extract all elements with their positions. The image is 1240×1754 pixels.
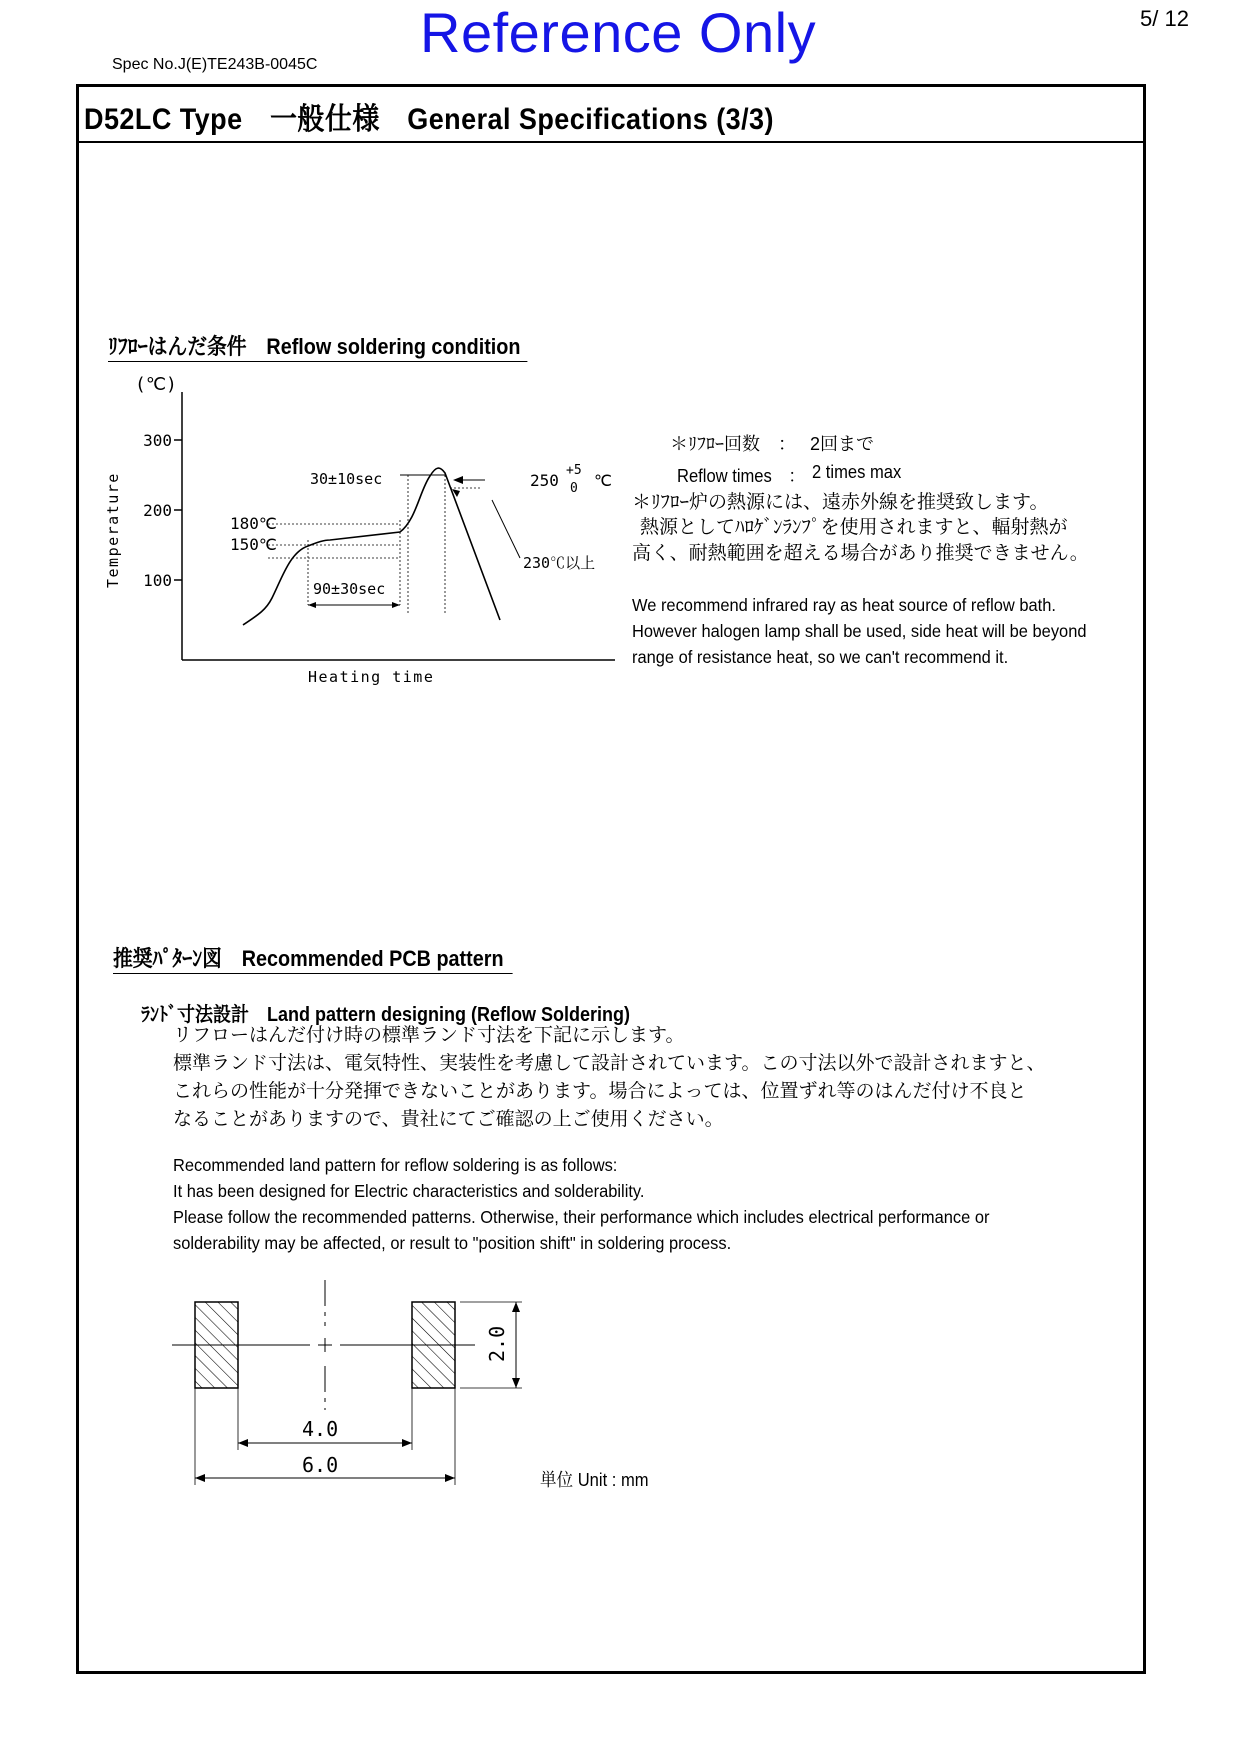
y-tick-300: 300 — [143, 431, 172, 450]
preheat-arrowhead-left — [308, 602, 316, 608]
temperature-unit-label: (℃) — [135, 374, 177, 395]
heat-source-note-en-3: range of resistance heat, so we can't recommend it. — [632, 647, 1009, 667]
above-230-label: 230℃以上 — [523, 554, 596, 572]
reflow-profile-curve — [243, 468, 500, 625]
land-note-en-1: Recommended land pattern for reflow soldering is as follows: — [173, 1155, 618, 1175]
inner-dimension-label: 4.0 — [302, 1417, 339, 1441]
land-note-jp-1: リフローはんだ付け時の標準ランド寸法を下記に示します。 — [173, 1025, 685, 1046]
heat-source-note-jp-2: 熱源としてﾊﾛｹﾞﾝﾗﾝﾌﾟを使用されますと、輻射熱が — [640, 517, 1068, 538]
heat-source-note-jp-3: 高く、耐熱範囲を超える場合があり推奨できません。 — [632, 543, 1089, 564]
peak-temp-unit: ℃ — [594, 471, 612, 490]
reflow-profile-chart — [100, 370, 620, 710]
reference-only-watermark: Reference Only — [420, 1, 817, 64]
outer-dimension-label: 6.0 — [302, 1453, 339, 1477]
above-230-pointer — [492, 500, 520, 558]
x-axis-label: Heating time — [308, 668, 435, 686]
land-pattern-drawing — [160, 1270, 540, 1500]
peak-arrowhead — [453, 476, 463, 484]
preheat-arrowhead-right — [392, 602, 400, 608]
outer-arrowhead-left — [195, 1474, 205, 1482]
peak-time-label: 30±10sec — [310, 470, 383, 488]
preheat-time-label: 90±30sec — [313, 580, 386, 598]
land-note-jp-3: これらの性能が十分発揮できないことがあります。場合によっては、位置ずれ等のはんだ付け不良と — [173, 1081, 1027, 1102]
peak-temp-label: 250 — [530, 471, 559, 490]
heat-source-note-en-2: However halogen lamp shall be used, side heat will be beyond — [632, 621, 1087, 641]
peak-tolerance-minus: 0 — [570, 481, 578, 496]
height-dimension-label: 2.0 — [485, 1325, 509, 1362]
height-arrowhead-top — [512, 1302, 520, 1312]
y-tick-200: 200 — [143, 501, 172, 520]
heat-source-note-en-1: We recommend infrared ray as heat source of reflow bath. — [632, 595, 1056, 615]
reflow-times-jp-label: ＊ﾘﾌﾛｰ回数 ： — [670, 434, 796, 454]
page-number: 5/ 12 — [1140, 6, 1189, 31]
temp-180-label: 180℃ — [230, 514, 277, 533]
reflow-times-en-value: 2 times max — [812, 462, 902, 482]
page-title: D52LC Type 一般仕様 General Specifications (3/3) — [84, 103, 774, 136]
height-arrowhead-bottom — [512, 1378, 520, 1388]
reflow-heading: ﾘﾌﾛｰはんだ条件 Reflow soldering condition — [108, 330, 528, 362]
inner-arrowhead-right — [402, 1439, 412, 1447]
land-note-en-2: It has been designed for Electric characteristics and solderability. — [173, 1181, 645, 1201]
land-pattern-subheading: ﾗﾝﾄﾞ寸法設計 Land pattern designing (Reflow Soldering) — [141, 1004, 631, 1026]
land-note-en-3: Please follow the recommended patterns. Otherwise, their performance which includes electrical performance or — [173, 1207, 990, 1227]
unit-label: 単位 Unit : mm — [540, 1470, 649, 1490]
y-axis-label: Temperature — [104, 472, 122, 588]
reflow-times-en-label: Reflow times ： — [677, 466, 805, 486]
heat-source-note-jp-1: ＊ﾘﾌﾛｰ炉の熱源には、遠赤外線を推奨致します。 — [632, 492, 1049, 513]
spec-number: Spec No.J(E)TE243B-0045C — [112, 56, 318, 73]
outer-arrowhead-right — [445, 1474, 455, 1482]
reflow-times-jp-value: 2回まで — [810, 434, 875, 454]
land-note-jp-2: 標準ランド寸法は、電気特性、実装性を考慮して設計されています。この寸法以外で設計されますと、 — [173, 1053, 1046, 1074]
land-note-jp-4: なることがありますので、貴社にてご確認の上ご使用ください。 — [173, 1109, 724, 1130]
pcb-heading: 推奨ﾊﾟﾀｰﾝ図 Recommended PCB pattern — [113, 942, 513, 974]
y-tick-100: 100 — [143, 571, 172, 590]
land-note-en-4: solderability may be affected, or result to "position shift" in soldering process. — [173, 1233, 732, 1253]
temp-150-label: 150℃ — [230, 535, 277, 554]
peak-tolerance-plus: +5 — [566, 463, 582, 478]
inner-arrowhead-left — [238, 1439, 248, 1447]
